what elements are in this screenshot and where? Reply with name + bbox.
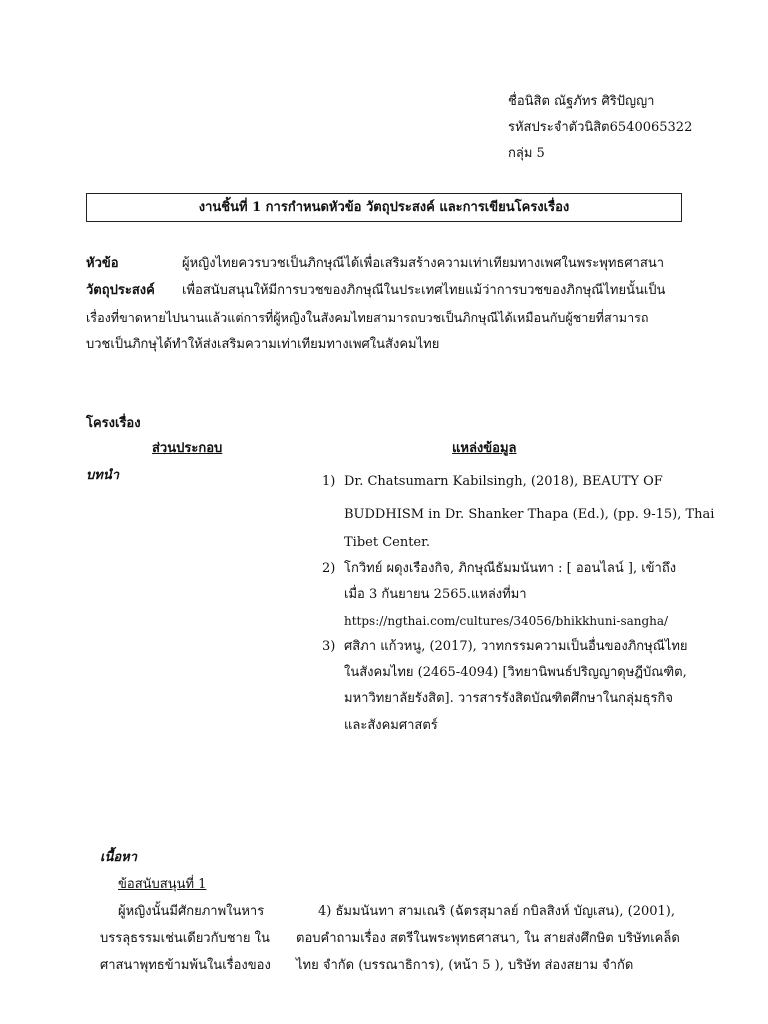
reference-1-line-3: Tibet Center.	[344, 535, 431, 550]
topic-text: ผู้หญิงไทยควรบวชเป็นภิกษุณีได้เพื่อเสริมสร้างความเท่าเทียมทางเพศในพระพุทธศาสนา	[182, 256, 665, 271]
reference-number: 3)	[322, 639, 336, 654]
reference-3-line-4: และสังคมศาสตร์	[344, 718, 438, 733]
reference-1-line-2: BUDDHISM in Dr. Shanker Thapa (Ed.), (pp. 9-15), Thai	[344, 507, 715, 522]
objective-line-2: เรื่องที่ขาดหายไปนานแล้วแต่การที่ผู้หญิงในสังคมไทยสามารถบวชเป็นภิกษุณีได้เหมือนกับผู้ชายที่สามารถ	[86, 310, 649, 325]
outline-heading: โครงเรื่อง	[86, 416, 141, 431]
reference-4-line-2: ตอบคำถามเรื่อง สตรีในพระพุทธศาสนา, ใน สายส่งศึกษิต บริษัทเคล็ด	[296, 931, 680, 946]
support-point-1-label: ข้อสนับสนุนที่ 1	[118, 877, 207, 892]
reference-3-line-1: ศสิภา แก้วหนู, (2017), วาทกรรมความเป็นอื่นของภิกษุณีไทย	[344, 639, 688, 654]
reference-4-line-3: ไทย จำกัด (บรรณาธิการ), (หน้า 5 ), บริษัท ส่องสยาม จำกัด	[296, 958, 634, 973]
support-point-1-line-1: ผู้หญิงนั้นมีศักยภาพในหาร	[118, 904, 265, 919]
support-point-1-line-2: บรรลุธรรมเช่นเดียวกับชาย ใน	[100, 931, 270, 946]
objective-line-3: บวชเป็นภิกษุได้ทำให้ส่งเสริมความเท่าเทียมทางเพศในสังคมไทย	[86, 337, 440, 352]
reference-2-line-2: เมื่อ 3 กันยายน 2565.แหล่งที่มา	[344, 587, 527, 602]
topic-label: หัวข้อ	[86, 256, 119, 271]
reference-number: 2)	[322, 561, 336, 576]
components-column-header: ส่วนประกอบ	[152, 441, 223, 456]
student-name: ชื่อนิสิต ณัฐภัทร ศิริปัญญา	[508, 94, 655, 109]
objective-label: วัตถุประสงค์	[86, 283, 155, 298]
reference-4-line-1: 4) ธัมมนันทา สามเณริ (ฉัตรสุมาลย์ กบิลสิงห์ บัญเสน), (2001),	[318, 904, 675, 919]
assignment-title-box	[86, 193, 682, 222]
introduction-label: บทนำ	[86, 468, 120, 483]
reference-1-line-1: Dr. Chatsumarn Kabilsingh, (2018), BEAUTY OF	[344, 474, 663, 489]
reference-3-line-3: มหาวิทยาลัยรังสิต]. วารสารรังสิตบัณฑิตศึกษาในกลุ่มธุรกิจ	[344, 691, 673, 706]
support-point-1-line-3: ศาสนาพุทธข้ามพ้นในเรื่องของ	[100, 958, 271, 973]
assignment-title: งานชิ้นที่ 1 การกำหนดหัวข้อ วัตถุประสงค์ และการเขียนโครงเรื่อง	[198, 200, 570, 215]
reference-2-line-1: โกวิทย์ ผดุงเรืองกิจ, ภิกษุณีธัมมนันทา : [ ออนไลน์ ], เข้าถึง	[344, 561, 677, 576]
reference-2-url: https://ngthai.com/cultures/34056/bhikkhuni-sangha/	[344, 614, 669, 628]
body-label: เนื้อหา	[100, 850, 138, 865]
student-id: รหัสประจำตัวนิสิต6540065322	[508, 120, 693, 135]
reference-3-line-2: ในสังคมไทย (2465-4094) [วิทยานิพนธ์ปริญญาดุษฎีบัณฑิต,	[344, 665, 687, 680]
objective-line-1: เพื่อสนับสนุนให้มีการบวชของภิกษุณีในประเทศไทยแม้ว่าการบวชของภิกษุณีไทยนั้นเป็น	[182, 283, 666, 298]
reference-number: 1)	[322, 474, 336, 489]
group-number: กลุ่ม 5	[508, 146, 545, 161]
sources-column-header: แหล่งข้อมูล	[452, 441, 517, 456]
